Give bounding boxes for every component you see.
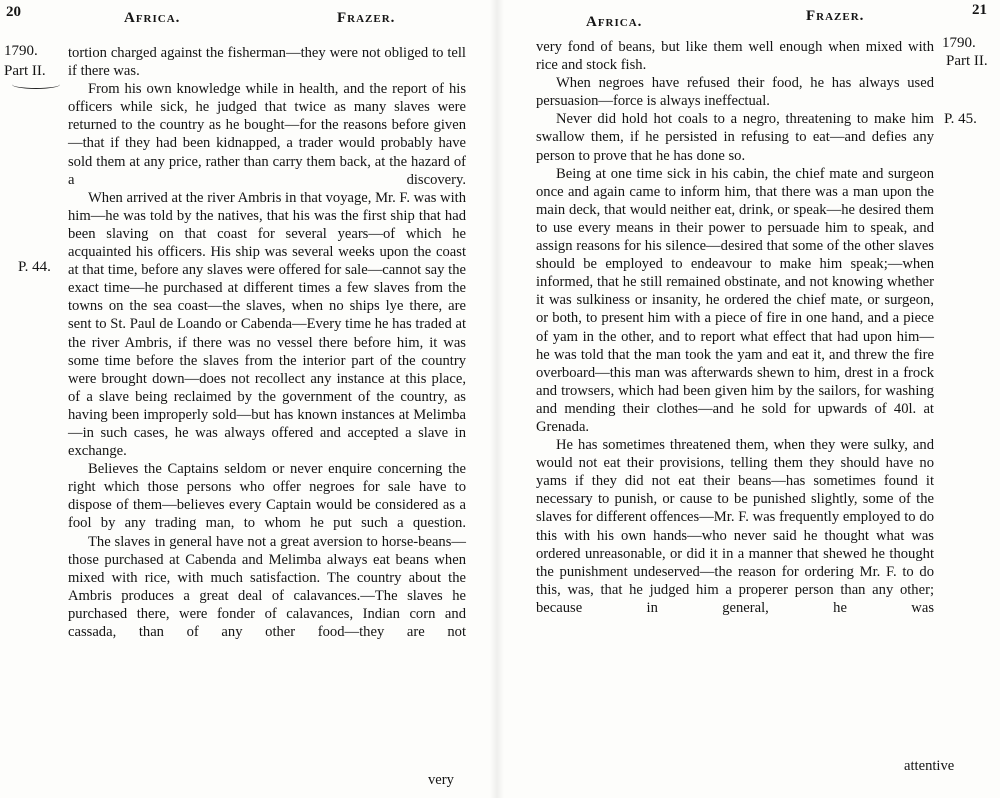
right-running-head-africa: Africa.: [586, 14, 643, 30]
right-paragraph-2: When negroes have refused their food, he has always used persuasion—force is always ineffectual.: [536, 75, 934, 110]
right-paragraph-5: He has sometimes threatened them, when they were sulky, and would not eat their provisions, telling them they should have no yams if they did not eat their beans—has sometimes found it necessary to punish, or cause to be punished slightly, some of the slaves for different offences—Mr. F. was frequently employed to do this with his own hands—who never said he thought what was ordered unreasonable, or did it in a manner that shewed he thought the punishment undeserved—the reason for ordering Mr. F. to do this, was, that he judged him a properer person than any other; because in general, he was: [536, 437, 934, 616]
right-page-number: 21: [972, 2, 987, 18]
left-catchword: very: [428, 772, 454, 788]
left-paragraph-1: tortion charged against the fisherman—they were not obliged to tell if there was.: [68, 45, 466, 80]
right-page: [500, 0, 1000, 798]
left-margin-year: 1790.: [4, 43, 38, 59]
left-paragraph-2: From his own knowledge while in health, and the report of his officers while sick, he judged that twice as many slaves were returned to the country as he bought—for the reasons before given—that if they had been kidnapped, a trader would probably have sold them at any price, rather than carry them back, at the hazard of a discovery.: [68, 81, 466, 188]
left-page: [0, 0, 492, 798]
left-text-body: [68, 44, 466, 641]
right-catchword: attentive: [904, 758, 955, 774]
left-margin-part: Part II.: [4, 63, 46, 79]
right-margin-year: 1790.: [942, 35, 976, 51]
left-running-head-frazer: Frazer.: [337, 10, 396, 26]
left-paragraph-5: The slaves in general have not a great aversion to horse-beans—those purchased at Cabenda and Melimba always eat beans when mixed with rice, with much satisfaction. The country about the Ambris produces a great deal of calavances.—The slaves he purchased there, were fonder of calavances, Indian corn and cassada, than of any other food—they are not: [68, 533, 466, 640]
left-paragraph-3: When arrived at the river Ambris in that voyage, Mr. F. was with him—he was told by the natives, that his was the first ship that had been slaving on that coast for several years—of which he acquainted his officers. His ship was several weeks upon the coast at that time, before any slaves were offered for sale—cannot say the exact time—he purchased at different times a few slaves from the towns on the sea coast—the slaves, when no ships lye there, are sent to St. Paul de Loando or Cabenda—Every time he has traded at the river Ambris, if there was no vessel there before him, it was some time before the slaves from the interior part of the country were brought down—does not recollect any instance at this place, of a slave being reclaimed by the government of the country, as having been improperly sold—but has known instances at Melimba—in such cases, he was always offered and accepted a slave in exchange.: [68, 189, 466, 460]
left-margin-brace: [12, 80, 60, 89]
left-running-head-africa: Africa.: [124, 10, 181, 26]
left-margin-page-ref: P. 44.: [18, 259, 51, 275]
left-page-number: 20: [6, 4, 21, 20]
right-margin-part: Part II.: [946, 53, 988, 69]
left-paragraph-4: Believes the Captains seldom or never enquire concerning the right which those persons who offer negroes for sale have to dispose of them—believes every Captain would be considered as a fool by any trading man, to whom he put such a question.: [68, 461, 466, 532]
right-paragraph-1: very fond of beans, but like them well enough when mixed with rice and stock fish.: [536, 39, 934, 74]
right-text-body: [536, 38, 934, 617]
right-running-head-frazer: Frazer.: [806, 8, 865, 24]
right-paragraph-3: Never did hold hot coals to a negro, threatening to make him swallow them, if he persisted in refusing to eat—and defies any person to prove that he has done so.: [536, 111, 934, 164]
right-paragraph-4: Being at one time sick in his cabin, the chief mate and surgeon once and again came to inform him, that there was a man upon the main deck, that would neither eat, drink, or speak—he desired them to use every means in their power to persuade him to speak, and assign reasons for his silence—desired that some of the other slaves should be employed to endeavour to make him speak;—when informed, that he still remained obstinate, and not knowing whether it was sulkiness or insanity, he ordered the chief mate, or surgeon, or both, to present him with a piece of fire in one hand, and a piece of yam in the other, and to report what effect that had upon him—he was told that the man took the yam and eat it, and threw the fire overboard—this man was afterwards shewn to him, drest in a frock and trowsers, which had been given him by the sailors, for washing and mending their clothes—and he sold for upwards of 40l. at Grenada.: [536, 165, 934, 435]
right-margin-page-ref: P. 45.: [944, 111, 977, 127]
